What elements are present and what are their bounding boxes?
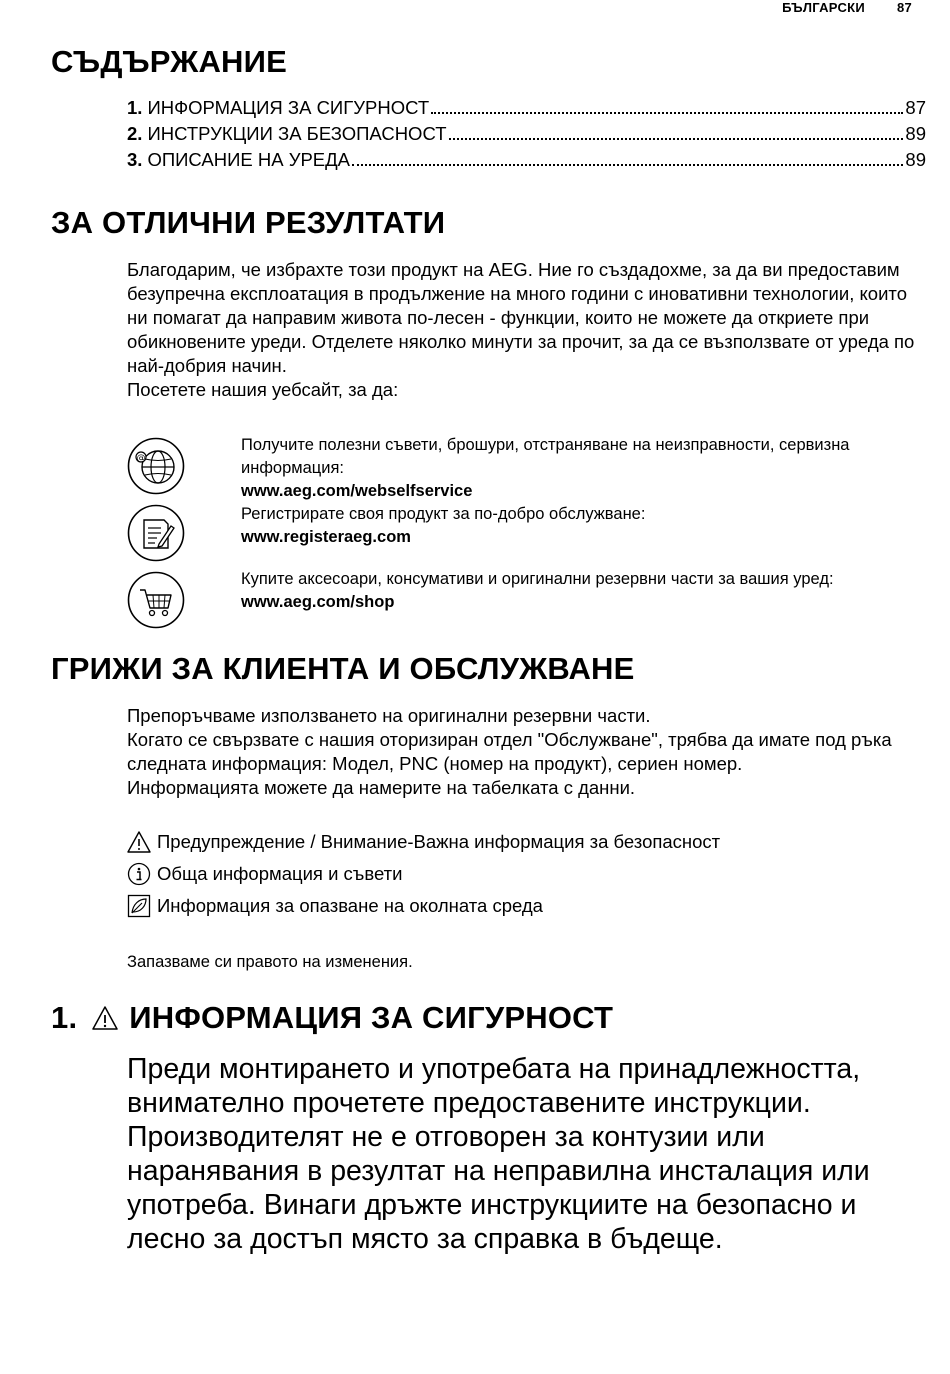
legend-info [127, 862, 402, 886]
visit-item-description: Получите полезни съвети, брошури, отстраняване на неизправности, сервизна информация: [241, 436, 850, 477]
visit-website-text: Посетете нашия уебсайт, за да: [127, 379, 399, 400]
shop-link[interactable]: www.aeg.com/shop [241, 593, 395, 611]
contents-title: СЪДЪРЖАНИЕ [51, 44, 287, 79]
toc-entry[interactable] [127, 149, 926, 175]
legend-warning [127, 830, 720, 854]
webselfservice-link[interactable]: www.aeg.com/webselfservice [241, 482, 473, 500]
perfect-results-body [127, 258, 917, 402]
toc-entry-label: ИНСТРУКЦИИ ЗА БЕЗОПАСНОСТ [147, 123, 447, 144]
cart-icon [127, 571, 185, 629]
visit-item-text [241, 434, 901, 503]
customer-care-body [127, 704, 917, 800]
legend-environment-text: Информация за опазване на околната среда [157, 895, 543, 916]
warning-icon [91, 1004, 119, 1032]
toc-entry-label: ИНФОРМАЦИЯ ЗА СИГУРНОСТ [147, 97, 430, 118]
leaf-icon [127, 894, 151, 918]
rights-reserved: Запазваме си правото на изменения. [127, 953, 413, 971]
toc-leader-dots [431, 112, 903, 114]
toc-leader-dots [449, 138, 904, 140]
customer-care-rating-plate: Информацията можете да намерите на табелката с данни. [127, 777, 636, 798]
toc-entry[interactable] [127, 97, 926, 123]
legend-warning-text: Предупреждение / Внимание-Важна информация за безопасност [157, 831, 721, 852]
toc-leader-dots [352, 164, 903, 166]
legend-environment [127, 894, 543, 918]
visit-item-text [241, 503, 901, 549]
toc-entry[interactable] [127, 123, 926, 149]
globe-icon [127, 437, 185, 495]
toc-entry-page: 89 [905, 123, 926, 144]
info-icon [127, 862, 151, 886]
header-language: БЪЛГАРСКИ [782, 0, 866, 15]
safety-section-heading [51, 1000, 613, 1036]
toc-entry-number: 3. [127, 149, 143, 170]
visit-item-description: Регистрирате своя продукт за по-добро обслужване: [241, 505, 646, 523]
register-icon [127, 504, 185, 562]
visit-item-description: Купите аксесоари, консумативи и оригинални резервни части за вашия уред: [241, 570, 834, 588]
visit-item-text [241, 568, 901, 614]
warning-icon [127, 830, 151, 854]
legend-info-text: Обща информация и съвети [157, 863, 403, 884]
registeraeg-link[interactable]: www.registeraeg.com [241, 528, 411, 546]
customer-care-contact-info: Когато се свързвате с нашия оторизиран отдел "Обслужване", трябва да имате под ръка следната информация: Модел, PNC (номер на продукт), сериен номер. [127, 729, 892, 774]
perfect-results-title: ЗА ОТЛИЧНИ РЕЗУЛТАТИ [51, 205, 446, 240]
svg-text:@: @ [136, 453, 146, 464]
toc-entry-number: 1. [127, 97, 143, 118]
table-of-contents [127, 97, 926, 175]
safety-intro: Преди монтирането и употребата на принадлежността, внимателно прочетете предоставените инструкции. Производителят не е отговорен за контузии или наранявания в резултат на неправилна инсталация или употреба. Винаги дръжте инструкциите на безопасно и лесно за достъп място за справка в бъдеще. [127, 1053, 870, 1255]
perfect-results-intro: Благодарим, че избрахте този продукт на AEG. Ние го създадохме, за да ви предоставим безупречна експлоатация в продължение на много години с иновативни технологии, които ни помагат да направим живота по-лесен - функции, които не можете да откриете при обикновените уреди. Отделете няколко минути за прочит, за да се възползвате от уреда по най-добрия начин. [127, 259, 915, 376]
safety-section-number: 1. [51, 1000, 78, 1035]
safety-section-title: ИНФОРМАЦИЯ ЗА СИГУРНОСТ [129, 1000, 614, 1035]
toc-entry-page: 87 [905, 97, 926, 118]
toc-entry-number: 2. [127, 123, 143, 144]
customer-care-title: ГРИЖИ ЗА КЛИЕНТА И ОБСЛУЖВАНЕ [51, 651, 635, 686]
running-header [782, 0, 912, 15]
header-page-number: 87 [896, 0, 912, 15]
toc-entry-page: 89 [905, 149, 926, 170]
customer-care-spare-parts: Препоръчваме използването на оригинални резервни части. [127, 705, 651, 726]
toc-entry-label: ОПИСАНИЕ НА УРЕДА [147, 149, 350, 170]
